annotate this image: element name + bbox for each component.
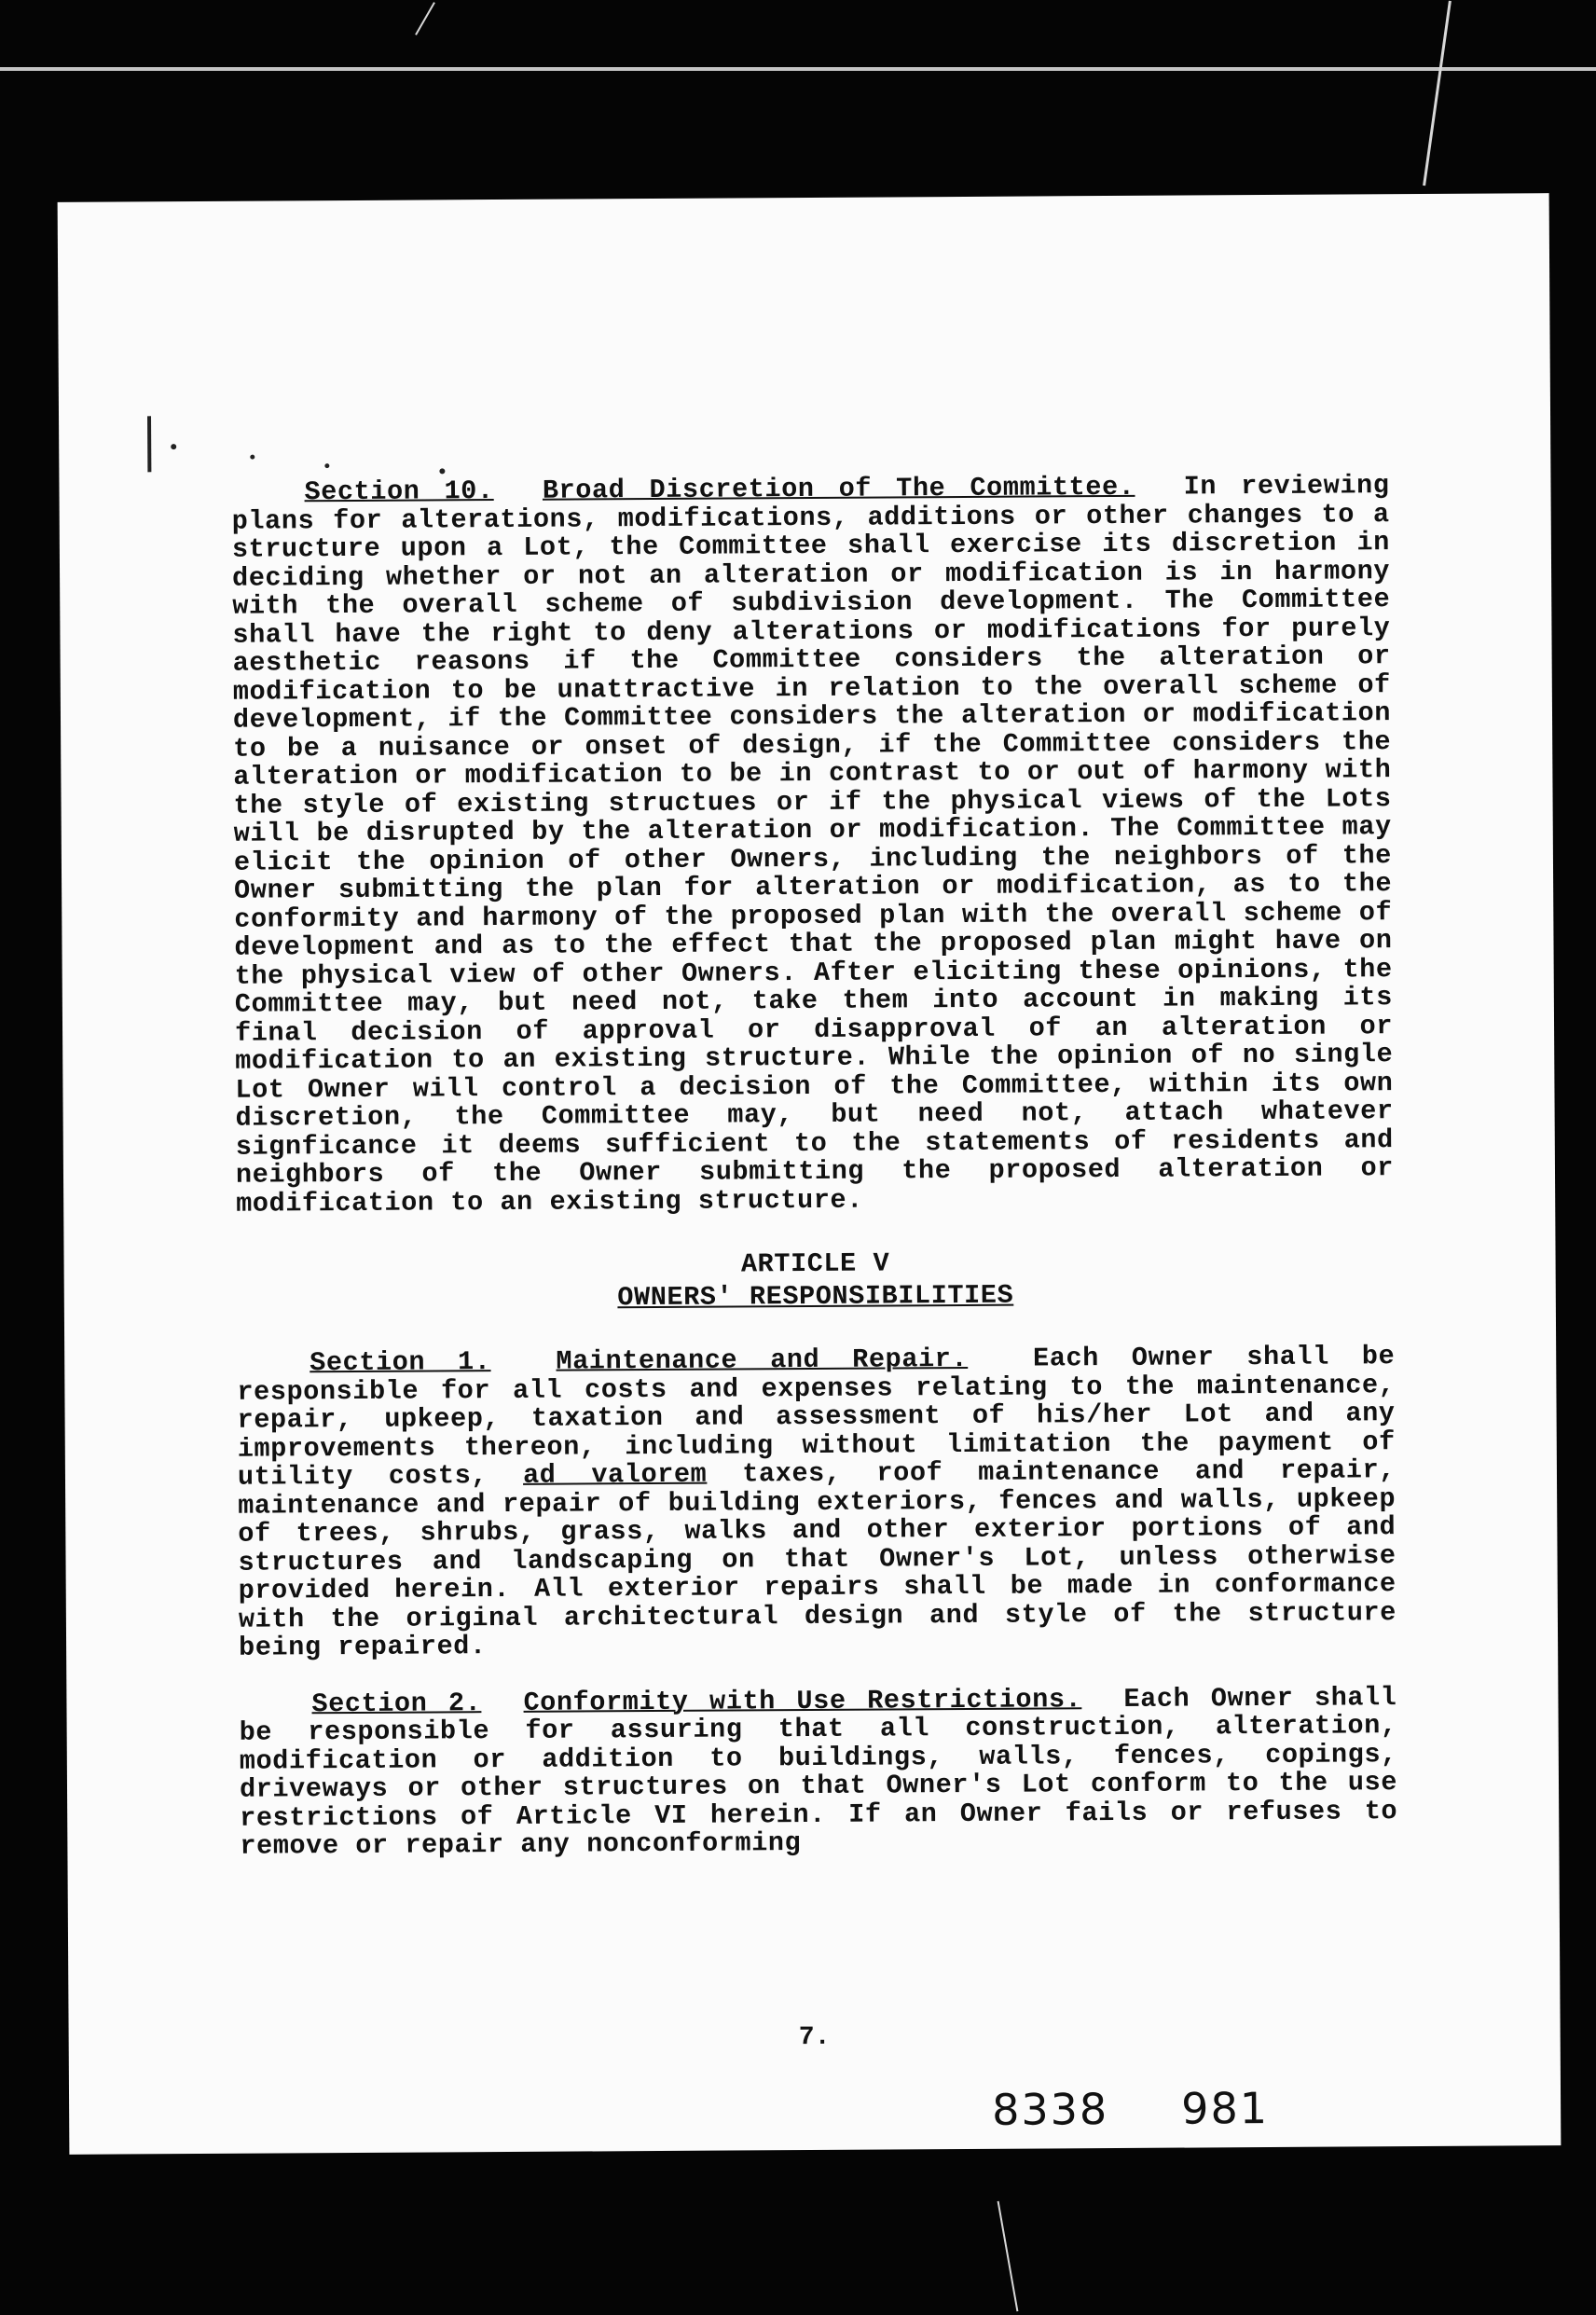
scan-scratch <box>1423 1 1452 186</box>
stamp-book-number: 8338 <box>991 2084 1109 2135</box>
scan-scratch <box>415 2 435 35</box>
scan-scratch <box>998 2201 1019 2312</box>
scan-speck <box>324 463 329 468</box>
section-1-paragraph <box>237 1343 1396 1662</box>
section-2-title: Conformity with Use Restrictions. <box>523 1683 1082 1718</box>
section-1-body-post: taxes, roof maintenance and repair, maintenance and repair of building exteriors, fences and walls, upkeep of trees, shrubs, grass, walks and other exterior portions of and structures and landscaping on that Owner's Lot, unless otherwise provided herein. All exterior repairs shall be made in conformance with the original architectural design and style of the structure being repaired. <box>238 1454 1396 1663</box>
recording-stamp <box>992 2083 1341 2135</box>
document-page <box>58 193 1562 2155</box>
stamp-page-number: 981 <box>1181 2083 1270 2134</box>
section-10-body: In reviewing plans for alterations, modifications, additions or other changes to a structure upon a Lot, the Committee shall exercise its discretion in deciding whether or not an alteration or modification is in harmony with the overall scheme of subdivision development. The Committee shall have the right to deny alterations or modifications for purely aesthetic reasons if the Committee considers the alteration or modification to be unattractive in relation to the overall scheme of development, if the Committee considers the alteration or modification to be a nuisance or onset of design, if the Committee considers the alteration or modification to be in contrast to or out of harmony with the style of existing structues or if the physical views of the Lots will be disrupted by the alteration or modification. The Committee may elicit the opinion of other Owners, including the neighbors of the Owner submitting the plan for alteration or modification, as to the conformity and harmony of the proposed plan with the overall scheme of development and as to the effect that the proposed plan might have on the physical view of other Owners. After eliciting these opinions, the Committee may, but need not, take them into account in making its final decision of approval or disapproval of an alteration or modification to an existing structure. While the opinion of no single Lot Owner will control a decision of the Committee, within its own discretion, the Committee may, but need not, attach whatever signficance it deems sufficient to the statements of residents and neighbors of the Owner submitting the proposed alteration or modification to an existing structure. <box>231 470 1395 1220</box>
section-1-number: Section 1. <box>310 1346 491 1379</box>
body-text <box>231 472 1397 1861</box>
section-1-ad-valorem: ad valorem <box>522 1458 708 1491</box>
article-subtitle: OWNERS' RESPONSIBILITIES <box>617 1279 1014 1313</box>
section-2-paragraph <box>239 1681 1398 1862</box>
section-2-body: Each Owner shall be responsible for assuring that all construction, alteration, modification or addition to buildings, walls, fences, copings, driveways or other structures on that Owner's Lot conform to the use restrictions of Article VI herein. If an Owner fails or refuses to remove or repair any nonconforming <box>239 1681 1398 1862</box>
section-2-number: Section 2. <box>311 1687 482 1719</box>
scan-speck <box>439 468 445 474</box>
article-title: ARTICLE V <box>740 1247 890 1280</box>
scan-mark <box>147 416 151 472</box>
section-1-title: Maintenance and Repair. <box>556 1343 969 1377</box>
section-10-title: Broad Discretion of The Committee. <box>542 471 1135 506</box>
section-1-body-pre: Each Owner shall be responsible for all costs and expenses relating to the maintenance, repair, upkeep, taxation and assessment of his/her Lot and any improvements thereon, including without limitation the payment of utility costs, <box>237 1341 1396 1493</box>
page-number: 7. <box>798 2022 831 2053</box>
scan-border-line <box>0 67 1596 71</box>
section-10-paragraph <box>231 472 1394 1219</box>
section-10-number: Section 10. <box>304 475 494 508</box>
scan-speck <box>250 455 255 460</box>
scan-speck <box>171 444 176 449</box>
